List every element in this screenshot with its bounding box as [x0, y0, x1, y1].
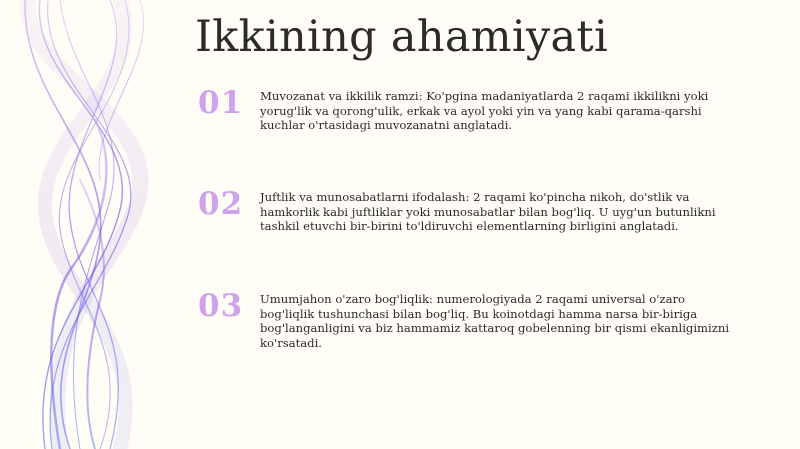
- item-text: Muvozanat va ikkilik ramzi: Ko'pgina madaniyatlarda 2 raqami ikkilikni yoki yorug'lik va qorong'ulik, erkak va ayol yoki yin va yang kabi qarama-qarshi kuchlar o'rtasidagi muvozanatni anglatadi.: [260, 89, 709, 133]
- item-number: 01: [198, 85, 244, 121]
- item-number: 02: [198, 186, 244, 222]
- slide-title: Ikkining ahamiyati: [195, 12, 609, 62]
- item-number: 03: [198, 288, 244, 324]
- decorative-smoke-ribbon: [0, 0, 200, 449]
- item-text: Umumjahon o'zaro bog'liqlik: numerologiyada 2 raqami universal o'zaro bog'liqlik tushunchasi bilan bog'liq. Bu koinotdagi hamma narsa bir-biriga bog'langanligini va biz hammamiz kattaroq gobelenning bir qismi ekanligimizni ko'rsatadi.: [260, 292, 730, 350]
- item-text: Juftlik va munosabatlarni ifodalash: 2 raqami ko'pincha nikoh, do'stlik va hamkorlik kabi juftliklar yoki munosabatlar bilan bog'liq. U uyg'un butunlikni tashkil etuvchi bir-birini to'ldiruvchi elementlarning birligini anglatadi.: [260, 190, 716, 234]
